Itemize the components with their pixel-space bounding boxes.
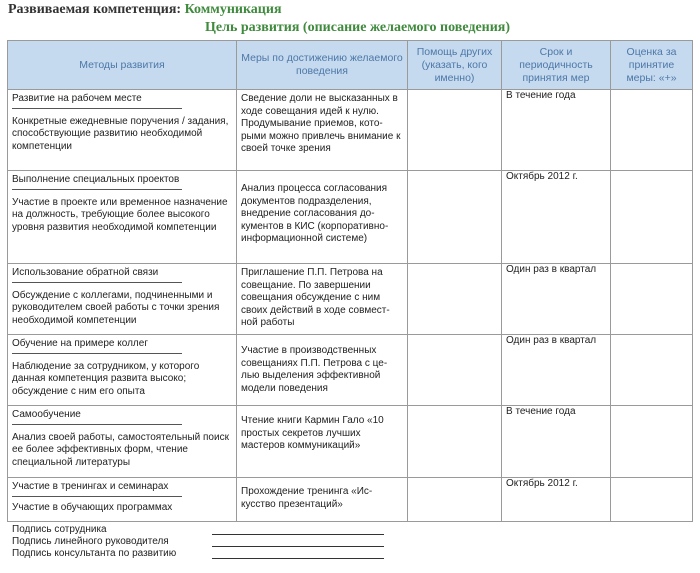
signature-line[interactable] (212, 537, 384, 547)
score-text (611, 335, 692, 340)
term-text: Октябрь 2012 г. (506, 171, 578, 182)
col-header-help: Помощь других (указать, кого именно) (408, 41, 502, 90)
score-cell[interactable] (611, 406, 693, 478)
score-cell[interactable] (611, 90, 693, 171)
score-cell[interactable] (611, 264, 693, 335)
method-description: Обсуждение с коллегами, подчиненными и руководителем своей работы с точки зрения необходимой компетенции (12, 289, 220, 326)
method-description: Наблюдение за сотрудником, у которого данная компетенция развита высоко; обсуждение с ним его опыта (12, 360, 200, 397)
term-cell (502, 264, 611, 335)
method-description: Участие в проекте или временное назначение на должность, требующие более высокого уровня развития необходимой компетенции (12, 196, 228, 233)
signature-label: Подпись сотрудника (12, 524, 107, 535)
term-cell (502, 171, 611, 264)
measure-text: Сведение доли не высказанных в ходе совещания идей к нулю. Продумывание приемов, которыми можно привлечь внимание к своей точке зрения (241, 93, 401, 154)
help-cell[interactable] (408, 90, 502, 171)
help-cell[interactable] (408, 335, 502, 406)
score-text (611, 90, 692, 95)
method-title: Развитие на рабочем месте (12, 93, 182, 109)
competence-value: Коммуникация (184, 2, 282, 17)
method-cell (8, 406, 237, 478)
signature-label: Подпись консультанта по развитию (12, 548, 177, 559)
col-header-score: Оценка за принятие меры: «+» (611, 41, 693, 90)
help-cell[interactable] (408, 264, 502, 335)
term-text: В течение года (506, 406, 576, 417)
score-cell[interactable] (611, 478, 693, 522)
measure-cell (237, 478, 408, 522)
signature-row-employee (12, 524, 384, 536)
competence-label: Развиваемая компетенция: (8, 2, 182, 17)
table-row (8, 335, 693, 406)
help-cell[interactable] (408, 406, 502, 478)
help-text (408, 171, 501, 176)
score-text (611, 171, 692, 176)
term-cell (502, 478, 611, 522)
method-title: Выполнение специальных проектов (12, 174, 182, 190)
signature-label: Подпись линейного руководителя (12, 536, 169, 547)
help-cell[interactable] (408, 171, 502, 264)
method-cell (8, 90, 237, 171)
measure-text: Анализ процесса согласования документов подразделения, внедрение согласования документов в КИС (корпоративно-информационной системе) (241, 183, 389, 244)
term-text: В течение года (506, 90, 576, 101)
score-text (611, 406, 692, 411)
term-text: Октябрь 2012 г. (506, 478, 578, 489)
method-cell (8, 478, 237, 522)
help-text (408, 406, 501, 411)
score-text (611, 478, 692, 483)
score-text (611, 264, 692, 269)
method-title: Использование обратной связи (12, 267, 182, 283)
measure-text: Чтение книги Кармин Гало «10 простых секретов лучших мастеров коммуникаций» (241, 415, 384, 451)
signature-row-consultant (12, 548, 384, 560)
term-text: Один раз в квартал (506, 335, 597, 346)
goal-heading: Цель развития (описание желаемого поведения) (205, 20, 511, 35)
measure-cell (237, 171, 408, 264)
measure-text: Прохождение тренинга «Искусство презентаций» (241, 486, 373, 510)
method-cell (8, 171, 237, 264)
signature-line[interactable] (212, 525, 384, 535)
help-cell[interactable] (408, 478, 502, 522)
method-title: Самообучение (12, 409, 182, 425)
signature-line[interactable] (212, 549, 384, 559)
signature-row-manager (12, 536, 384, 548)
table-row (8, 406, 693, 478)
measure-text: Приглашение П.П. Петрова на совещание. По завершении совещания обсуждение с ним своих действий в ходе совместной работы (241, 267, 390, 328)
table-row (8, 90, 693, 171)
development-table (7, 40, 693, 522)
col-header-methods: Методы развития (8, 41, 237, 90)
method-description: Конкретные ежедневные поручения / задания, способствующие развитию необходимой компетенции (12, 115, 229, 152)
col-header-measures: Меры по достижению желаемого поведения (237, 41, 408, 90)
term-cell (502, 406, 611, 478)
method-description: Участие в обучающих программах (12, 501, 173, 513)
help-text (408, 264, 501, 269)
score-cell[interactable] (611, 335, 693, 406)
measure-cell (237, 335, 408, 406)
term-text: Один раз в квартал (506, 264, 597, 275)
competence-heading (8, 2, 282, 18)
method-title: Обучение на примере коллег (12, 338, 182, 354)
score-cell[interactable] (611, 171, 693, 264)
help-text (408, 478, 501, 483)
method-cell (8, 264, 237, 335)
table-header-row (8, 41, 693, 90)
help-text (408, 90, 501, 95)
measure-cell (237, 90, 408, 171)
term-cell (502, 335, 611, 406)
method-title: Участие в тренингах и семинарах (12, 481, 182, 497)
method-description: Анализ своей работы, самостоятельный поиск ее более эффективных форм, чтение специальной литературы (12, 431, 229, 468)
method-cell (8, 335, 237, 406)
table-row (8, 264, 693, 335)
measure-cell (237, 406, 408, 478)
term-cell (502, 90, 611, 171)
measure-cell (237, 264, 408, 335)
table-row (8, 171, 693, 264)
measure-text: Участие в производственных совещаниях П.П. Петрова с целью выделения эффективной модели поведения (241, 345, 388, 394)
col-header-term: Срок и периодичность принятия мер (502, 41, 611, 90)
table-row (8, 478, 693, 522)
help-text (408, 335, 501, 340)
signature-block (12, 524, 384, 560)
